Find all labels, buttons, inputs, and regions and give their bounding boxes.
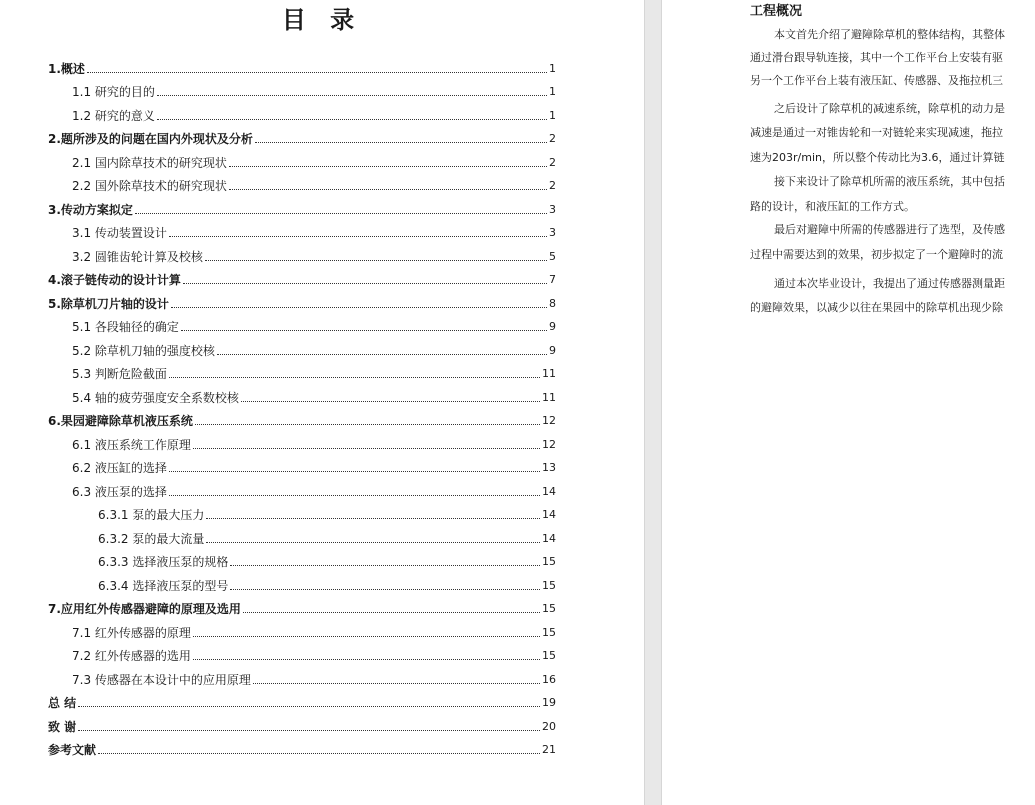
toc-entry[interactable] [0, 105, 644, 123]
toc-entry-page: 1 [549, 85, 556, 98]
toc-leader [183, 282, 547, 284]
toc-entry-page: 19 [542, 696, 556, 709]
body-text-line: 之后设计了除草机的减速系统，除草机的动力是 [774, 102, 1005, 115]
toc-leader [253, 682, 540, 684]
toc-leader [169, 376, 540, 378]
toc-entry-label: 5.除草机刀片轴的设计 [48, 297, 169, 311]
toc-entry[interactable] [0, 269, 644, 287]
toc-entry-page: 11 [542, 391, 556, 404]
toc-leader [230, 588, 540, 590]
toc-entry-label: 5.4 轴的疲劳强度安全系数校核 [72, 391, 239, 405]
toc-entry-page: 3 [549, 226, 556, 239]
toc-entry[interactable] [0, 340, 644, 358]
toc-entry-label: 6.2 液压缸的选择 [72, 461, 167, 475]
page-gutter [644, 0, 662, 805]
toc-entry-label: 总 结 [48, 696, 77, 710]
toc-entry[interactable] [0, 316, 644, 334]
toc-entry-page: 9 [549, 320, 556, 333]
toc-entry[interactable] [0, 128, 644, 146]
toc-leader [243, 611, 540, 613]
toc-leader [98, 752, 540, 754]
toc-entry-page: 1 [549, 62, 556, 75]
toc-entry-label: 6.3.3 选择液压泵的规格 [98, 555, 229, 569]
toc-entry[interactable] [0, 575, 644, 593]
toc-entry-page: 2 [549, 156, 556, 169]
toc-entry-label: 致 谢 [48, 720, 77, 734]
toc-leader [195, 423, 540, 425]
toc-entry-label: 6.3.4 选择液压泵的型号 [98, 579, 229, 593]
toc-entry-page: 3 [549, 203, 556, 216]
toc-entry-label: 6.果园避障除草机液压系统 [48, 414, 193, 428]
body-page [662, 0, 1035, 805]
toc-leader [217, 353, 547, 355]
toc-entry[interactable] [0, 222, 644, 240]
toc-entry-page: 14 [542, 485, 556, 498]
toc-leader [241, 400, 540, 402]
toc-entry-label: 1.1 研究的目的 [72, 85, 155, 99]
toc-entry-page: 13 [542, 461, 556, 474]
toc-entry[interactable] [0, 246, 644, 264]
toc-entry-label: 1.2 研究的意义 [72, 109, 155, 123]
toc-leader [193, 658, 540, 660]
toc-leader [157, 94, 547, 96]
toc-leader [78, 729, 540, 731]
toc-entry-page: 14 [542, 532, 556, 545]
toc-leader [157, 118, 547, 120]
toc-entry[interactable] [0, 739, 644, 757]
toc-entry-label: 7.1 红外传感器的原理 [72, 626, 191, 640]
toc-entry[interactable] [0, 434, 644, 452]
toc-entry-label: 4.滚子链传动的设计计算 [48, 273, 181, 287]
toc-entry-label: 1.概述 [48, 62, 85, 76]
toc-entry[interactable] [0, 716, 644, 734]
toc-entry-label: 7.应用红外传感器避障的原理及选用 [48, 602, 241, 616]
toc-entry-page: 8 [549, 297, 556, 310]
toc-leader [169, 494, 540, 496]
toc-entry[interactable] [0, 622, 644, 640]
toc-entry[interactable] [0, 387, 644, 405]
toc-entry-label: 6.3.2 泵的最大流量 [98, 532, 205, 546]
toc-entry-label: 3.1 传动装置设计 [72, 226, 167, 240]
toc-leader [255, 141, 547, 143]
toc-entry-label: 6.1 液压系统工作原理 [72, 438, 191, 452]
toc-entry-label: 参考文献 [48, 743, 97, 757]
toc-entry[interactable] [0, 645, 644, 663]
toc-entry[interactable] [0, 199, 644, 217]
toc-entry-label: 2.题所涉及的问题在国内外现状及分析 [48, 132, 253, 146]
body-text-line: 通过本次毕业设计，我提出了通过传感器测量距 [774, 277, 1005, 290]
body-text-line: 本文首先介绍了避障除草机的整体结构，其整体 [774, 28, 1005, 41]
toc-entry-page: 21 [542, 743, 556, 756]
toc-entry[interactable] [0, 481, 644, 499]
toc-leader [229, 188, 547, 190]
toc-leader [169, 235, 547, 237]
body-text-line: 接下来设计了除草机所需的液压系统，其中包括 [774, 175, 1005, 188]
toc-entry-label: 5.3 判断危险截面 [72, 367, 167, 381]
toc-entry-page: 1 [549, 109, 556, 122]
toc-entry-label: 2.1 国内除草技术的研究现状 [72, 156, 227, 170]
toc-entry-page: 15 [542, 555, 556, 568]
toc-entry[interactable] [0, 293, 644, 311]
toc-entry-page: 2 [549, 179, 556, 192]
toc-entry-label: 7.2 红外传感器的选用 [72, 649, 191, 663]
toc-title: 目 录 [281, 5, 363, 34]
toc-entry-page: 15 [542, 602, 556, 615]
toc-leader [193, 447, 540, 449]
toc-entry-page: 16 [542, 673, 556, 686]
toc-entry[interactable] [0, 528, 644, 546]
toc-entry[interactable] [0, 669, 644, 687]
toc-entry-page: 11 [542, 367, 556, 380]
toc-entry-label: 5.2 除草机刀轴的强度校核 [72, 344, 215, 358]
toc-entry-page: 5 [549, 250, 556, 263]
toc-leader [229, 165, 547, 167]
toc-leader [181, 329, 547, 331]
toc-entry-page: 15 [542, 626, 556, 639]
toc-entry[interactable] [0, 410, 644, 428]
toc-entry-page: 12 [542, 438, 556, 451]
toc-entry[interactable] [0, 175, 644, 193]
toc-leader [206, 517, 540, 519]
toc-entry-page: 12 [542, 414, 556, 427]
body-text-line: 的避障效果，以减少以往在果园中的除草机出现少除 [750, 301, 1003, 314]
toc-entry[interactable] [0, 692, 644, 710]
toc-entry[interactable] [0, 363, 644, 381]
body-text-line: 通过滑台跟导轨连接，其中一个工作平台上安装有驱 [750, 51, 1003, 64]
toc-entry-page: 15 [542, 649, 556, 662]
section-heading: 工程概况 [750, 4, 803, 19]
toc-entry[interactable] [0, 81, 644, 99]
body-text-line: 速为203r/min，所以整个传动比为3.6，通过计算链 [750, 151, 1005, 164]
body-text-line: 最后对避障中所需的传感器进行了选型，及传感 [774, 223, 1005, 236]
toc-leader [205, 259, 547, 261]
toc-entry-label: 6.3 液压泵的选择 [72, 485, 167, 499]
toc-leader [135, 212, 547, 214]
toc-leader [169, 470, 540, 472]
toc-entry[interactable] [0, 457, 644, 475]
toc-entry[interactable] [0, 504, 644, 522]
body-text-line: 路的设计，和液压缸的工作方式。 [750, 200, 915, 213]
body-text-line: 减速是通过一对锥齿轮和一对链轮来实现减速，拖拉 [750, 126, 1003, 139]
toc-entry-label: 2.2 国外除草技术的研究现状 [72, 179, 227, 193]
toc-entry[interactable] [0, 152, 644, 170]
toc-entry-label: 6.3.1 泵的最大压力 [98, 508, 205, 522]
toc-entry-label: 3.传动方案拟定 [48, 203, 133, 217]
toc-entry-label: 3.2 圆锥齿轮计算及校核 [72, 250, 203, 264]
toc-entry-label: 5.1 各段轴径的确定 [72, 320, 179, 334]
toc-entry-page: 20 [542, 720, 556, 733]
toc-entry[interactable] [0, 551, 644, 569]
toc-entry-label: 7.3 传感器在本设计中的应用原理 [72, 673, 251, 687]
toc-leader [87, 71, 547, 73]
toc-leader [171, 306, 547, 308]
toc-entry-page: 15 [542, 579, 556, 592]
toc-entry-page: 9 [549, 344, 556, 357]
toc-entry-page: 7 [549, 273, 556, 286]
toc-entry-page: 2 [549, 132, 556, 145]
body-text-line: 另一个工作平台上装有液压缸、传感器、及拖拉机三 [750, 74, 1003, 87]
toc-leader [78, 705, 540, 707]
toc-leader [193, 635, 540, 637]
toc-leader [206, 541, 540, 543]
toc-entry-page: 14 [542, 508, 556, 521]
toc-leader [230, 564, 540, 566]
body-text-line: 过程中需要达到的效果，初步拟定了一个避障时的流 [750, 248, 1003, 261]
toc-entry[interactable] [0, 58, 644, 76]
toc-entry[interactable] [0, 598, 644, 616]
